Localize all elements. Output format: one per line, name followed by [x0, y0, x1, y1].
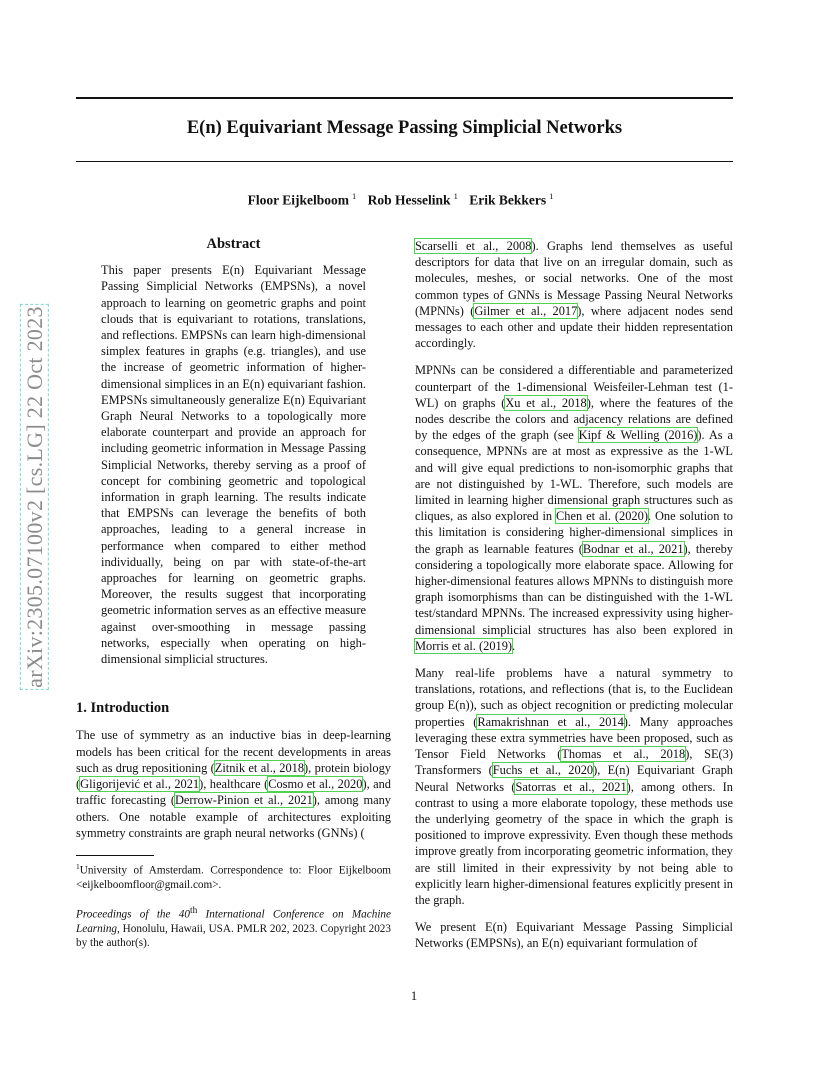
author-affiliation: 1: [352, 191, 357, 201]
author-list: [76, 191, 733, 209]
citation-link[interactable]: Chen et al. (2020): [556, 509, 648, 524]
citation-link[interactable]: Gligorijević et al., 2021: [80, 777, 200, 792]
body-paragraph: We present E(n) Equivariant Message Passing Simplicial Networks (EMPSNs), an E(n) equivariant formulation of: [415, 920, 733, 951]
abstract-heading: Abstract: [206, 236, 261, 252]
body-paragraph: Scarselli et al., 2008). Graphs lend themselves as useful descriptors for data that live on an irregular domain, such as molecules, meshes, or social networks. One of the most common types of GNNs is Message Passing Neural Networks (MPNNs) (Gilmer et al., 2017), where adjacent nodes send messages to each other and update their hidden representation accordingly.: [415, 239, 733, 351]
arxiv-sidebar: [22, 262, 48, 732]
proceedings-note: Proceedings of the 40th International Conference on Machine Learning, Honolulu, Hawaii, USA. PMLR 202, 2023. Copyright 2023 by the author(s).: [76, 905, 391, 950]
footnote-rule: [76, 855, 154, 856]
paper-title: E(n) Equivariant Message Passing Simplicial Networks: [186, 118, 623, 138]
body-paragraph: MPNNs can be considered a differentiable and parameterized counterpart of the 1-dimensional Weisfeiler-Lehman test (1-WL) on graphs (Xu et al., 2018), where the features of the nodes describe the colors and adjacency relations are defined by the edges of the graph (see Kipf & Welling (2016)). As a consequence, MPNNs are at most as expressive as the 1-WL and will give equal predictions to non-isomorphic graphs that are not distinguished by 1-WL. Therefore, such models are limited in learning higher dimensional graph structures such as cliques, as also explored in Chen et al. (2020). One solution to this limitation is considering higher-dimensional simplices in the graph as learnable features (Bodnar et al., 2021), thereby considering a topologically more elaborate space. Allowing for higher-dimensional features allows MPNNs to distinguish more graph isomorphisms than can be distinguished with the 1-WL test/standard MPNNs. The increased expressivity using higher-dimensional simplicial structures has also been explored in Morris et al. (2019).: [415, 363, 734, 653]
title-rule-top: [76, 97, 733, 99]
title-rule-bottom: [76, 161, 733, 162]
author-name: Erik Bekkers: [469, 192, 547, 208]
citation-link[interactable]: Thomas et al., 2018: [561, 747, 686, 762]
author-affiliation: 1: [453, 191, 458, 201]
affiliation-footnote: $^1$University of Amsterdam. Correspondence to: Floor Eijkelboom <eijkelboomfloor@gmail.com>.: [76, 861, 391, 892]
citation-link[interactable]: Zitnik et al., 2018: [214, 760, 305, 775]
abstract-text: This paper presents E(n) Equivariant Message Passing Simplicial Networks (EMPSNs), a novel approach to learning on geometric graphs and point clouds that is equivariant to rotations, translations, and reflections. EMPSNs can learn high-dimensional simplex features in graphs (e.g. triangles), and use the increase of geometric information of higher-dimensional simplices in an E(n) equivariant fashion. EMPSNs simultaneously generalize E(n) Equivariant Graph Neural Networks to a topologically more elaborate counterpart and provide an approach for including geometric information in Message Passing Simplicial Networks, thereby serving as a proof of concept for combining geometric and topological information in graph learning. The results indicate that EMPSNs can leverage the benefits of both approaches, leading to a general increase in performance when compared to either method individually, being on par with state-of-the-art approaches for learning on geometric graphs. Moreover, the results suggest that incorporating geometric information serves as an effective measure against over-smoothing in message passing networks, especially when operating on high-dimensional simplicial structures.: [101, 263, 366, 667]
citation-link[interactable]: Kipf & Welling (2016): [578, 428, 698, 443]
citation-link[interactable]: Scarselli et al., 2008: [415, 239, 532, 253]
citation-link[interactable]: Cosmo et al., 2020: [268, 777, 363, 792]
page-number: 1: [410, 989, 418, 1003]
intro-paragraph: The use of symmetry as an inductive bias in deep-learning models has been critical for the recent developments in areas such as drug repositioning (Zitnik et al., 2018), protein biology (Gligorijević et al., 2021), healthcare (Cosmo et al., 2020), and traffic forecasting (Derrow-Pinion et al., 2021), among many others. One notable example of architectures exploiting symmetry constraints are graph neural networks (GNNs) (: [76, 728, 392, 840]
citation-link[interactable]: Bodnar et al., 2021: [582, 541, 684, 556]
author-name: Rob Hesselink: [367, 192, 451, 208]
citation-link[interactable]: Satorras et al., 2021: [515, 779, 627, 794]
right-column: [415, 238, 733, 963]
citation-link[interactable]: Derrow-Pinion et al., 2021: [174, 793, 313, 808]
citation-link[interactable]: Morris et al. (2019): [415, 638, 513, 653]
arxiv-id-link[interactable]: arXiv:2305.07100v2 [cs.LG] 22 Oct 2023: [22, 306, 47, 688]
citation-link[interactable]: Fuchs et al., 2020: [492, 763, 594, 778]
left-column: [76, 236, 391, 962]
citation-link[interactable]: Xu et al., 2018: [505, 395, 587, 410]
body-paragraph: Many real-life problems have a natural symmetry to translations, rotations, and reflections (that is, to the Euclidean group E(n)), such as object recognition or predicting molecular properties (Ramakrishnan et al., 2014). Many approaches leveraging these extra symmetries have been proposed, such as Tensor Field Networks (Thomas et al., 2018), SE(3) Transformers (Fuchs et al., 2020), E(n) Equivariant Graph Neural Networks (Satorras et al., 2021), among others. In contrast to using a more elaborate topology, these methods use the underlying geometry of the space in which the graph is positioned to improve expressivity. Even though these methods improve greatly from incorporating geometric information, they are still limited in their expressivity by not being able to explicitly learn higher-dimensional features explicitly present in the graph.: [415, 666, 733, 907]
section-heading-introduction: 1. Introduction: [76, 700, 170, 717]
author-name: Floor Eijkelboom: [247, 192, 350, 208]
citation-link[interactable]: Ramakrishnan et al., 2014: [477, 714, 624, 729]
citation-link[interactable]: Gilmer et al., 2017: [474, 303, 578, 318]
author-affiliation: 1: [549, 191, 554, 201]
